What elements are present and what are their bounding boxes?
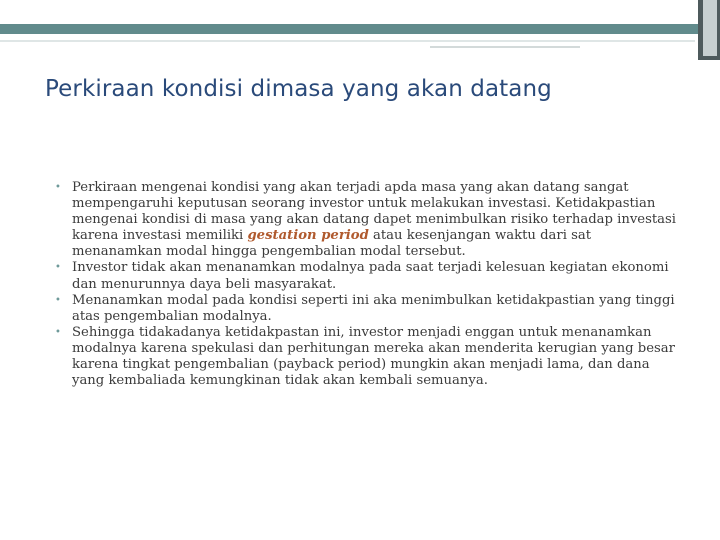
divider-line-short bbox=[430, 46, 580, 48]
bullet-icon: • bbox=[55, 182, 61, 193]
slide-title: Perkiraan kondisi dimasa yang akan datang bbox=[45, 76, 552, 102]
bullet-text: atau kesenjangan waktu dari sat menanamkan modal hingga pengembalian modal tersebut. bbox=[72, 228, 592, 260]
corner-block-highlight bbox=[703, 0, 717, 56]
bullet-text: Perkiraan mengenai kondisi yang akan terjadi apda masa yang akan datang sangat mempengaruhi keputusan seorang investor untuk melakukan investasi. Ketidakpastian mengenai kondisi di masa yang akan datang dapet menimbulkan risiko terhadap investasi karena investasi memiliki bbox=[72, 180, 677, 244]
list-item bbox=[52, 180, 682, 260]
top-band bbox=[0, 0, 720, 24]
bullet-icon: • bbox=[55, 262, 61, 274]
list-item bbox=[52, 260, 682, 292]
bullet-text: Sehingga tidakadanya ketidakpastan ini, investor menjadi enggan untuk menanamkan modalnya karena spekulasi dan perhitungan mereka akan menderita kerugian yang besar karena tingkat pengembalian (payback period) mungkin akan menjadi lama, dan dana yang kembaliada kemungkinan tidak akan kembali semuanya. bbox=[72, 324, 675, 389]
highlighted-term: gestation period bbox=[247, 228, 369, 244]
bullet-text: Menanamkan modal pada kondisi seperti ini aka menimbulkan ketidakpastian yang tinggi atas pengembalian modalnya. bbox=[72, 292, 675, 324]
header-bar-accent bbox=[0, 24, 700, 34]
divider-line bbox=[0, 40, 695, 42]
bullet-list bbox=[52, 180, 682, 389]
list-item bbox=[52, 293, 682, 325]
bullet-icon: • bbox=[55, 294, 61, 306]
bullet-icon: • bbox=[55, 326, 61, 338]
bullet-text: Investor tidak akan menanamkan modalnya pada saat terjadi kelesuan kegiatan ekonomi dan menurunnya daya beli masyarakat. bbox=[72, 260, 669, 292]
list-item bbox=[52, 325, 682, 389]
